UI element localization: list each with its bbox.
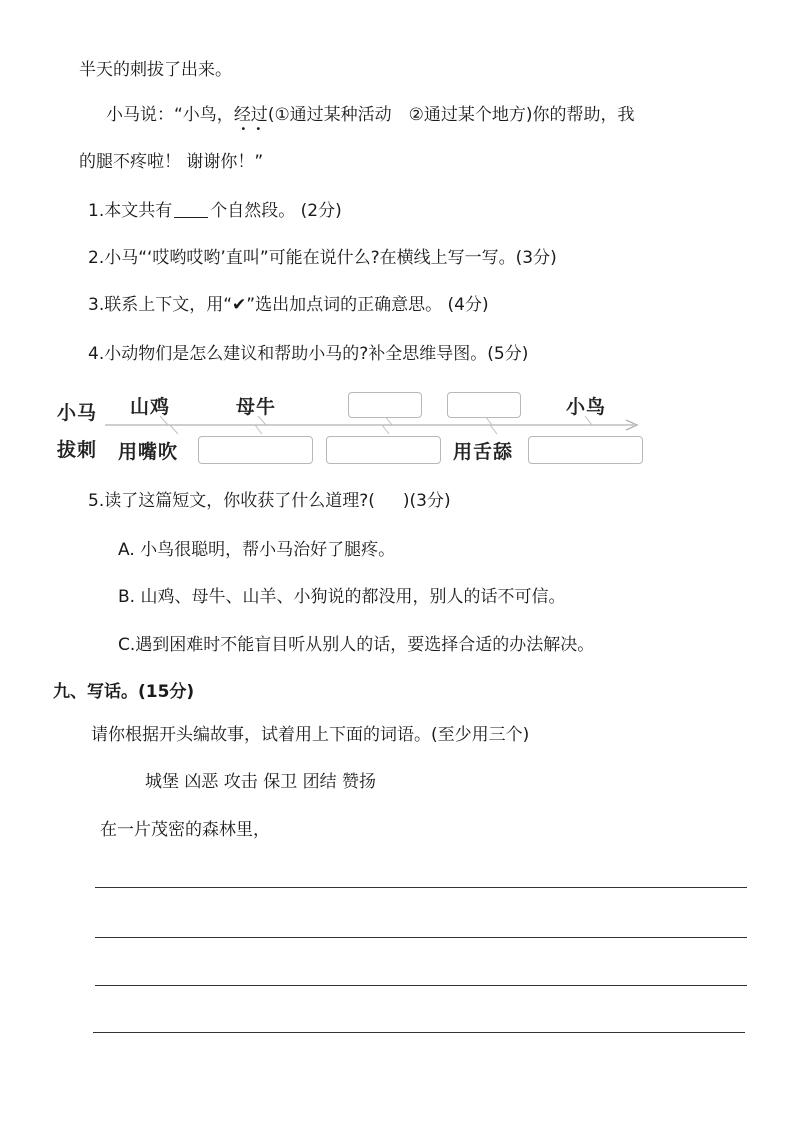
question-2: 2.小马“‘哎哟哎哟’直叫”可能在说什么?在横线上写一写。(3分): [88, 248, 557, 268]
word-list: 城堡 凶恶 攻击 保卫 团结 赞扬: [145, 772, 377, 792]
check-mark-icon: ✔: [232, 295, 247, 315]
writing-line[interactable]: [95, 937, 747, 938]
question-3: 3.联系上下文，用“✔”选出加点词的正确意思。 (4分): [88, 295, 489, 315]
story-line-1: 半天的刺拔了出来。: [79, 60, 232, 80]
writing-line[interactable]: [95, 887, 747, 888]
story-line-3: 的腿不疼啦！ 谢谢你！”: [79, 152, 264, 172]
label-pheasant: 山鸡: [130, 396, 171, 418]
writing-line[interactable]: [95, 985, 747, 986]
option-c: C.遇到困难时不能盲目听从别人的话，要选择合适的办法解决。: [118, 635, 595, 655]
question-4: 4.小动物们是怎么建议和帮助小马的?补全思维导图。(5分): [88, 344, 529, 364]
mind-map-root-bottom: 拔刺: [57, 439, 98, 461]
answer-box-bottom-2[interactable]: [326, 436, 441, 464]
writing-instruction: 请你根据开头编故事，试着用上下面的词语。(至少用三个): [91, 725, 530, 745]
answer-box-bottom-3[interactable]: [528, 436, 643, 464]
answer-box-top-2[interactable]: [447, 392, 521, 418]
label-bird: 小鸟: [566, 396, 607, 418]
question-1: 1.本文共有 个自然段。 (2分): [88, 201, 342, 221]
question-5: 5.读了这篇短文，你收获了什么道理?( )(3分): [88, 491, 451, 511]
answer-box-top-1[interactable]: [348, 392, 422, 418]
label-blow: 用嘴吹: [118, 441, 179, 463]
story-opening: 在一片茂密的森林里，: [100, 820, 270, 840]
answer-box-bottom-1[interactable]: [198, 436, 313, 464]
option-b: B. 山鸡、母牛、山羊、小狗说的都没用，别人的话不可信。: [118, 587, 566, 607]
dotted-word: 经过 • •: [233, 105, 268, 135]
label-cow: 母牛: [236, 396, 277, 418]
mind-map-root-top: 小马: [57, 402, 98, 424]
writing-section-title: 九、写话。(15分): [53, 682, 195, 702]
story-line-2: 小马说：“小鸟，经过 • • (①通过某种活动 ②通过某个地方)你的帮助，我: [106, 105, 635, 135]
option-a: A. 小鸟很聪明，帮小马治好了腿疼。: [118, 540, 396, 560]
label-lick: 用舌舔: [453, 441, 514, 463]
writing-line[interactable]: [93, 1032, 745, 1033]
